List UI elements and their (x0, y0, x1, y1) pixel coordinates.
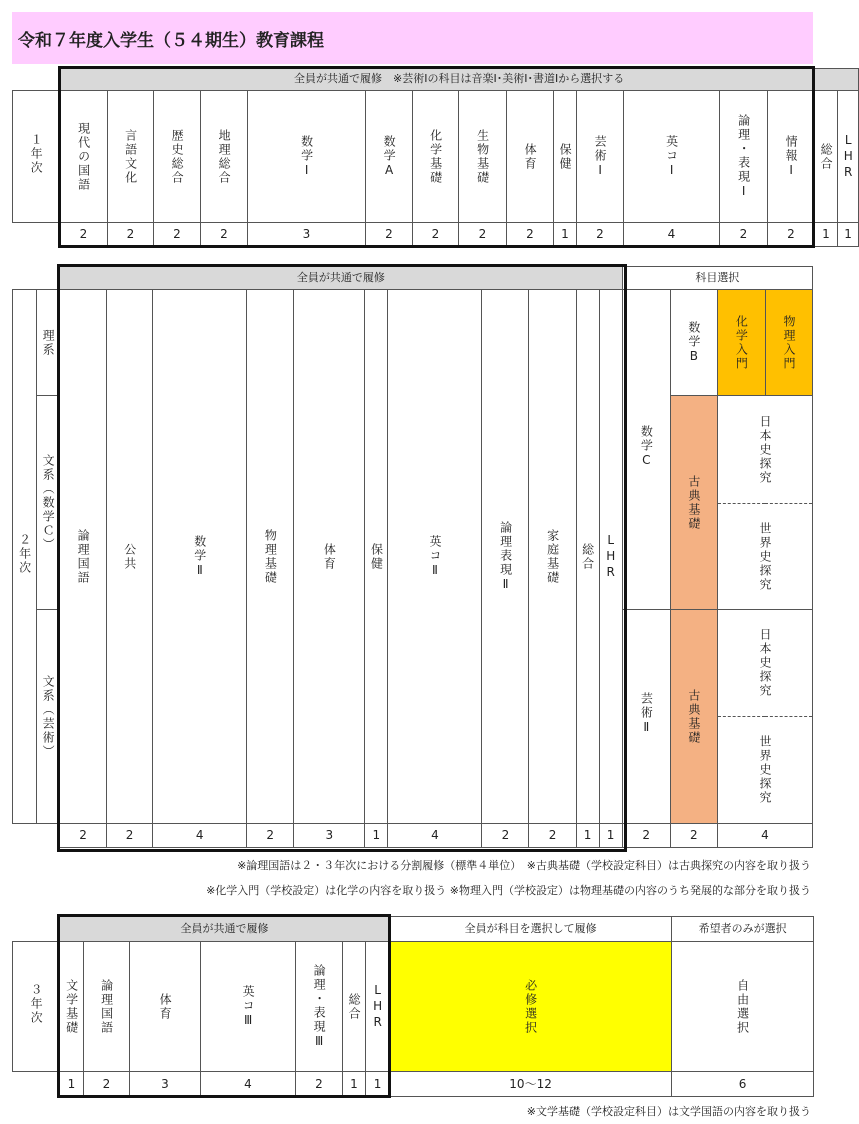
year2-phys-intro: 物理入門 (765, 290, 812, 396)
year1-header: 全員が共通で履修 ※芸術Ⅰの科目は音楽Ⅰ･美術Ⅰ･書道Ⅰから選択する (60, 69, 859, 91)
year3-credit: 3 (130, 1072, 201, 1097)
page-title: 令和７年度入学生（５４期生）教育課程 (12, 12, 813, 64)
year2-subject: 英コⅡ (388, 290, 482, 824)
year1-subject: 地理総合 (201, 91, 248, 223)
year2-credit: 1 (365, 824, 388, 848)
year2-subject: 保健 (365, 290, 388, 824)
year1-subject: 情報Ⅰ (768, 91, 815, 223)
year2-credit: 1 (576, 824, 599, 848)
year2-note: ※論理国語は２・３年次における分割履修（標準４単位） ※古典基礎（学校設定科目）は古典探究の内容を取り扱う (237, 859, 811, 872)
year2-jp-history-art: 日本史探究 (717, 610, 812, 717)
year1-credit: 1 (838, 223, 859, 247)
year2-credit: 1 (599, 824, 622, 848)
year1-credit: 2 (60, 223, 108, 247)
year1-credit: 2 (768, 223, 815, 247)
year1-credit: 2 (413, 223, 459, 247)
year1-subject: 論理・表現Ⅰ (720, 91, 768, 223)
year1-subject: 現代の国語 (60, 91, 108, 223)
year1-subject: 化学基礎 (413, 91, 459, 223)
year1-credit: 4 (624, 223, 720, 247)
year3-corner (13, 917, 60, 942)
year3-credit: 1 (60, 1072, 84, 1097)
year2-art2: 芸術Ⅱ (622, 610, 670, 824)
year3-subject: 論理国語 (84, 942, 130, 1072)
year2-select-credit: 2 (670, 824, 717, 848)
year1-credit: 1 (554, 223, 577, 247)
year1-subject: 数学Ⅰ (248, 91, 366, 223)
year3-credit: 1 (366, 1072, 390, 1097)
year1-credit: 2 (201, 223, 248, 247)
year2-subject: 体育 (294, 290, 365, 824)
year3-free-credit: 6 (672, 1072, 814, 1097)
year2-subject: 物理基礎 (247, 290, 294, 824)
year2-credit: 2 (107, 824, 153, 848)
year1-subject: 言語文化 (108, 91, 154, 223)
year2-track-humanities-art: 文系（芸術） (37, 610, 60, 824)
year1-subject: 英コⅠ (624, 91, 720, 223)
year1-credit: 2 (459, 223, 507, 247)
year1-credit: 3 (248, 223, 366, 247)
year2-credit: 4 (153, 824, 247, 848)
year2-world-history-art: 世界史探究 (717, 717, 812, 824)
year2-math-b: 数学B (670, 290, 717, 396)
year2-subject: 論理国語 (60, 290, 107, 824)
year2-select-credit: 2 (622, 824, 670, 848)
year3-credit: 1 (343, 1072, 366, 1097)
year2-note: ※化学入門（学校設定）は化学の内容を取り扱う ※物理入門（学校設定）は物理基礎の内容のうち発展的な部分を取り扱う (206, 884, 811, 897)
year3-header-required: 全員が科目を選択して履修 (390, 917, 672, 942)
year2-credit: 3 (294, 824, 365, 848)
year2-corner (13, 267, 60, 290)
year2-classics: 古典基礎 (670, 396, 717, 610)
year2-track-humanities-math: 文系（数学Ｃ） (37, 396, 60, 610)
year1-credit-corner (13, 223, 60, 247)
year3-credit: 2 (84, 1072, 130, 1097)
year1-credit: 2 (154, 223, 201, 247)
year1-credit: 1 (815, 223, 838, 247)
year3-subject: 英コⅢ (201, 942, 296, 1072)
year2-credit: 2 (247, 824, 294, 848)
year2-credit-corner (13, 824, 60, 848)
year1-subject: 体育 (507, 91, 554, 223)
year1-credit: 2 (108, 223, 154, 247)
year1-subject: 保健 (554, 91, 577, 223)
year1-subject: 歴史総合 (154, 91, 201, 223)
year1-subject: 芸術Ⅰ (577, 91, 624, 223)
year2-credit: 2 (60, 824, 107, 848)
year2-subject: LHR (599, 290, 622, 824)
year1-grade: １年次 (13, 91, 60, 223)
year1-credit: 2 (577, 223, 624, 247)
year3-subject: 文学基礎 (60, 942, 84, 1072)
year2-world-history: 世界史探究 (717, 504, 812, 610)
year2-jp-history: 日本史探究 (717, 396, 812, 504)
year1-subject: 生物基礎 (459, 91, 507, 223)
year1-subject: LHR (838, 91, 859, 223)
year3-required-select: 必修選択 (390, 942, 672, 1072)
year1-corner (13, 69, 60, 91)
year3-table (12, 916, 814, 1097)
year3-subject: 体育 (130, 942, 201, 1072)
year2-subject: 公共 (107, 290, 153, 824)
year2-subject: 論理表現Ⅱ (482, 290, 529, 824)
year1-credit: 2 (507, 223, 554, 247)
year3-credit: 4 (201, 1072, 296, 1097)
year2-table (12, 266, 813, 848)
year2-header-common: 全員が共通で履修 (60, 267, 623, 290)
year2-track-science: 理系 (37, 290, 60, 396)
year3-note: ※文学基礎（学校設定科目）は文学国語の内容を取り扱う (526, 1105, 811, 1118)
year2-classics-art: 古典基礎 (670, 610, 717, 824)
year3-subject: 総合 (343, 942, 366, 1072)
year2-credit: 2 (482, 824, 529, 848)
year3-subject: 論理・表現Ⅲ (296, 942, 343, 1072)
year1-table (12, 68, 859, 247)
year3-credit: 2 (296, 1072, 343, 1097)
year3-header-common: 全員が共通で履修 (60, 917, 390, 942)
year2-credit: 2 (529, 824, 576, 848)
year2-credit: 4 (388, 824, 482, 848)
year2-select-credit: 4 (717, 824, 812, 848)
year2-subject: 家庭基礎 (529, 290, 576, 824)
year2-subject: 数学Ⅱ (153, 290, 247, 824)
year2-grade: ２年次 (13, 290, 37, 824)
year1-credit: 2 (720, 223, 768, 247)
year2-subject: 総合 (576, 290, 599, 824)
year3-header-optional: 希望者のみが選択 (672, 917, 814, 942)
year2-math-c: 数学C (622, 290, 670, 610)
year2-header-select: 科目選択 (622, 267, 812, 290)
year3-grade: ３年次 (13, 942, 60, 1072)
year2-chem-intro: 化学入門 (717, 290, 765, 396)
year3-subject: LHR (366, 942, 390, 1072)
year1-subject: 総合 (815, 91, 838, 223)
year3-required-credit: 10〜12 (390, 1072, 672, 1097)
year3-free-select: 自由選択 (672, 942, 814, 1072)
year1-subject: 数学A (366, 91, 413, 223)
year1-credit: 2 (366, 223, 413, 247)
year3-credit-corner (13, 1072, 60, 1097)
